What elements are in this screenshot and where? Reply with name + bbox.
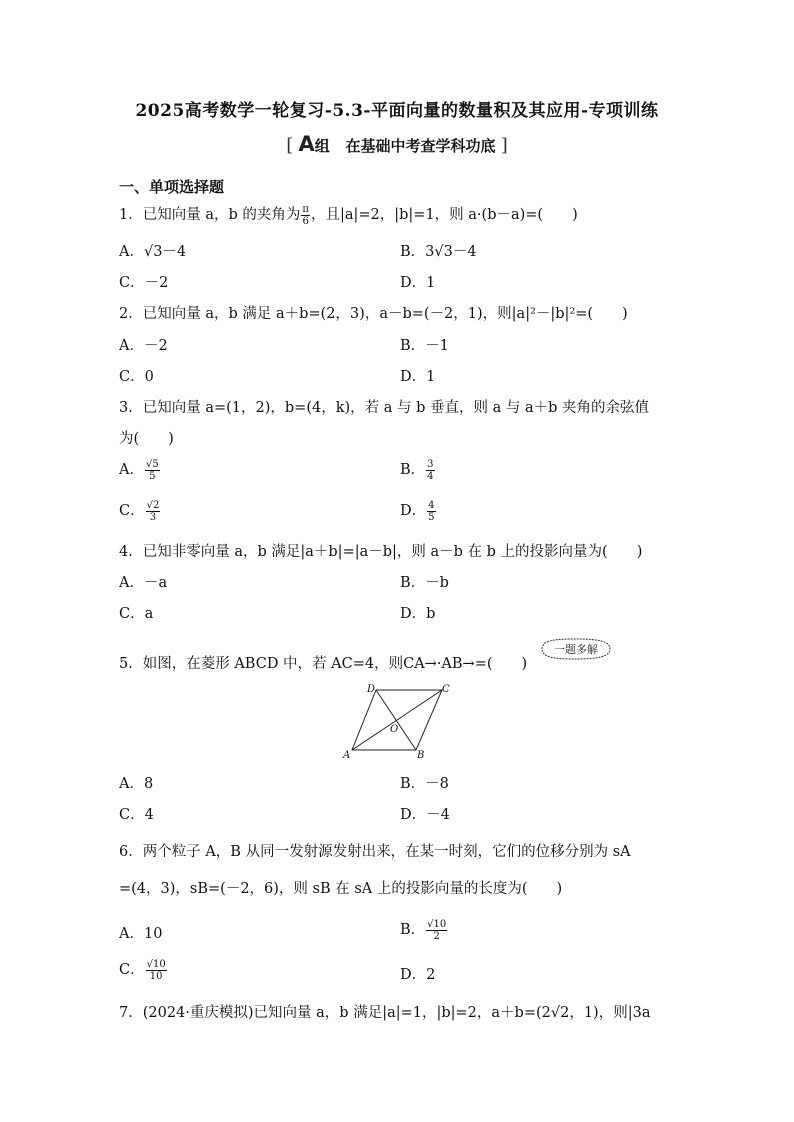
q2-option-d[interactable]: D．1 <box>400 369 436 385</box>
question-6-stem-line1: 6．两个粒子 A，B 从同一发射源发射出来，在某一时刻，它们的位移分别为 sA <box>119 844 631 860</box>
q6-c-den: 10 <box>149 970 163 982</box>
q6-option-c[interactable] <box>119 958 168 982</box>
q1-option-b[interactable]: B．3√3－4 <box>400 244 477 260</box>
bracket-right: ] <box>500 135 508 156</box>
q3-b-den: 4 <box>427 470 434 482</box>
question-1-stem <box>119 203 578 227</box>
rhombus-figure <box>338 680 458 764</box>
q2-option-b[interactable]: B．－1 <box>400 338 449 354</box>
q3-option-d[interactable] <box>400 499 437 523</box>
page-title: 2025高考数学一轮复习-5.3-平面向量的数量积及其应用-专项训练 <box>135 101 659 121</box>
question-7-stem: 7．(2024·重庆模拟)已知向量 a，b 满足|a|=1，|b|=2，a＋b=(2√2，1)，则|3a <box>119 1005 651 1021</box>
q4-option-a[interactable]: A．－a <box>119 575 168 591</box>
q3-c-num: √2 <box>146 499 160 511</box>
q5-option-d[interactable]: D．－4 <box>400 807 450 823</box>
q6-b-num: √10 <box>427 918 447 930</box>
group-subtitle: 在基础中考查学科功底 <box>345 137 496 155</box>
question-2-stem: 2．已知向量 a，b 满足 a＋b=(2，3)，a－b=(－2，1)，则|a|²－|b|²=( ) <box>119 306 628 322</box>
vertex-c-label: C <box>442 684 450 695</box>
vertex-d-label: D <box>367 684 376 695</box>
q1-stem-part-b: ，且|a|=2，|b|=1，则 a·(b－a)=( ) <box>310 207 578 223</box>
q4-option-c[interactable]: C．a <box>119 606 154 622</box>
q1-option-d[interactable]: D．1 <box>400 275 436 291</box>
q4-option-d[interactable]: D．b <box>400 606 436 622</box>
q1-option-c[interactable]: C．－2 <box>119 275 169 291</box>
q1-frac-denominator: 6 <box>302 215 309 227</box>
q3-d-den: 5 <box>428 511 435 523</box>
q3-d-num: 4 <box>428 499 435 511</box>
question-3-stem-line2: 为( ) <box>119 431 174 447</box>
q3-a-den: 5 <box>149 470 156 482</box>
q3-option-b[interactable] <box>400 458 436 482</box>
vertex-b-label: B <box>417 750 425 760</box>
q6-option-d[interactable]: D．2 <box>400 967 436 983</box>
group-banner <box>0 132 794 156</box>
q1-option-a[interactable]: A．√3－4 <box>119 244 187 260</box>
q6-option-b[interactable] <box>400 918 448 942</box>
q3-c-label: C． <box>119 503 145 519</box>
q1-fraction <box>301 204 310 227</box>
q3-d-label: D． <box>400 503 427 519</box>
q1-stem-part-a: 1．已知向量 a，b 的夹角为 <box>119 207 301 223</box>
group-label: 组 <box>314 137 330 155</box>
q3-a-label: A． <box>119 462 144 478</box>
bracket-left: [ <box>286 135 294 156</box>
q2-option-a[interactable]: A．－2 <box>119 338 168 354</box>
q1-frac-numerator: π <box>302 203 309 215</box>
center-o-label: O <box>390 724 399 735</box>
section-heading: 一、单项选择题 <box>119 178 225 196</box>
q2-option-c[interactable]: C．0 <box>119 369 154 385</box>
multi-solution-badge <box>536 636 616 666</box>
q5-option-c[interactable]: C．4 <box>119 807 154 823</box>
question-4-stem: 4．已知非零向量 a，b 满足|a＋b|=|a－b|，则 a－b 在 b 上的投影向量为( ) <box>119 544 643 560</box>
q3-b-num: 3 <box>427 458 434 470</box>
q6-option-a[interactable]: A．10 <box>119 926 163 942</box>
q5-option-b[interactable]: B．－8 <box>400 776 449 792</box>
group-letter: A <box>298 132 315 156</box>
q4-option-b[interactable]: B．－b <box>400 575 449 591</box>
q3-a-num: √5 <box>145 458 159 470</box>
vertex-a-label: A <box>343 750 351 760</box>
q3-c-den: 3 <box>149 511 157 523</box>
question-6-stem-line2: =(4，3)，sB=(－2，6)，则 sB 在 sA 上的投影向量的长度为( ) <box>119 881 563 897</box>
question-5-stem: 5．如图，在菱形 ABCD 中，若 AC=4，则CA→·AB→=( ) <box>119 656 528 672</box>
question-3-stem-line1: 3．已知向量 a=(1，2)，b=(4，k)，若 a 与 b 垂直，则 a 与 a＋b 夹角的余弦值 <box>119 400 650 416</box>
q3-option-c[interactable] <box>119 499 161 523</box>
q6-c-num: √10 <box>146 958 166 970</box>
q3-b-label: B． <box>400 462 426 478</box>
q5-option-a[interactable]: A．8 <box>119 776 154 792</box>
q6-c-label: C． <box>119 962 145 978</box>
q6-b-den: 2 <box>433 930 440 942</box>
badge-text: 一题多解 <box>554 643 598 656</box>
q3-option-a[interactable] <box>119 458 161 482</box>
q6-b-label: B． <box>400 922 426 938</box>
